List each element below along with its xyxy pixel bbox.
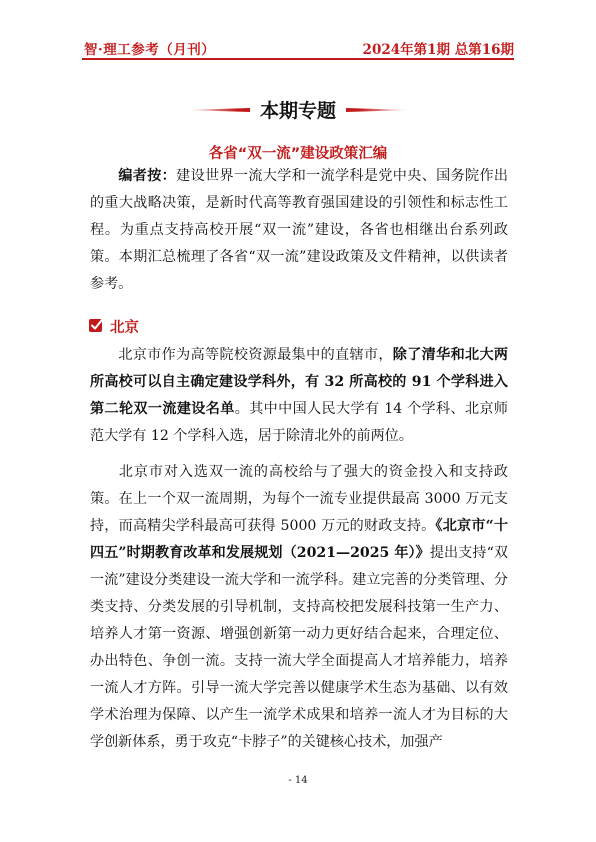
para2-segment-2: 《北京市“十四五”时期教育改革和发展规划（2021—2025 年）》 — [90, 518, 508, 561]
red-checkbox-icon — [88, 317, 104, 333]
para2-segment-3: 提出支持“双一流”建设分类建设一流大学和一流学科。建立完善的分类管理、分类支持、分类发展的引导机制，支持高校把发展科技第一生产力、培养人才第一资源、增强创新第一动力更好结合起来，合理定位、办出特色、争创一流。支持一流大学全面提高人才培养能力，培养一流人才方阵。引导一流大学完善以健康学术生态为基础、以有效学术治理为保障、以产生一流学术成果和培养一流人才为目标的大学创新体系，勇于攻克“卡脖子”的关键核心技术，加强产 — [90, 545, 508, 750]
section-subtitle: 各省“双一流”建设政策汇编 — [208, 146, 388, 162]
editor-note-text: 建设世界一流大学和一流学科是党中央、国务院作出的重大战略决策，是新时代高等教育强国建设的引领性和标志性工程。为重点支持高校开展“双一流”建设，各省也相继出台系列政策。本期汇总梳理了各省“双一流”建设政策及文件精神，以供读者参考。 — [90, 168, 509, 292]
section-title: 本期专题 — [259, 100, 336, 122]
journal-name: 智·理工参考（月刊） — [84, 42, 216, 58]
editor-note-label: 编者按： — [118, 168, 177, 184]
region-paragraph-1 — [90, 342, 508, 450]
section-title-banner — [186, 94, 410, 124]
para1-segment-1: 北京市作为高等院校资源最集中的直辖市， — [118, 347, 393, 363]
region-paragraph-2 — [90, 459, 508, 756]
para1-segment-3: 。其中中国人民大学有 14 个学科、北京师范大学有 12 个学科入选，居于除清北外的前两位。 — [90, 401, 508, 444]
editor-note — [90, 163, 508, 298]
para1-segment-2: 除了清华和北大两所高校可以自主确定建设学科外，有 32 所高校的 91 个学科进入第二轮双一流建设名单 — [90, 347, 509, 417]
issue-info: 2024年第1期 总第16期 — [362, 42, 514, 58]
page-number: - 14 — [288, 775, 308, 786]
para2-segment-1: 北京市对入选双一流的高校给与了强大的资金投入和支持政策。在上一个双一流周期，为每个一流专业提供最高 3000 万元支持，而高精尖学科最高可获得 5000 万元的财政支持。 — [90, 464, 508, 534]
title-decoration-right — [346, 108, 410, 112]
title-decoration-left — [186, 108, 250, 112]
running-header — [82, 34, 514, 56]
region-name: 北京 — [110, 320, 139, 336]
header-divider — [82, 58, 514, 60]
